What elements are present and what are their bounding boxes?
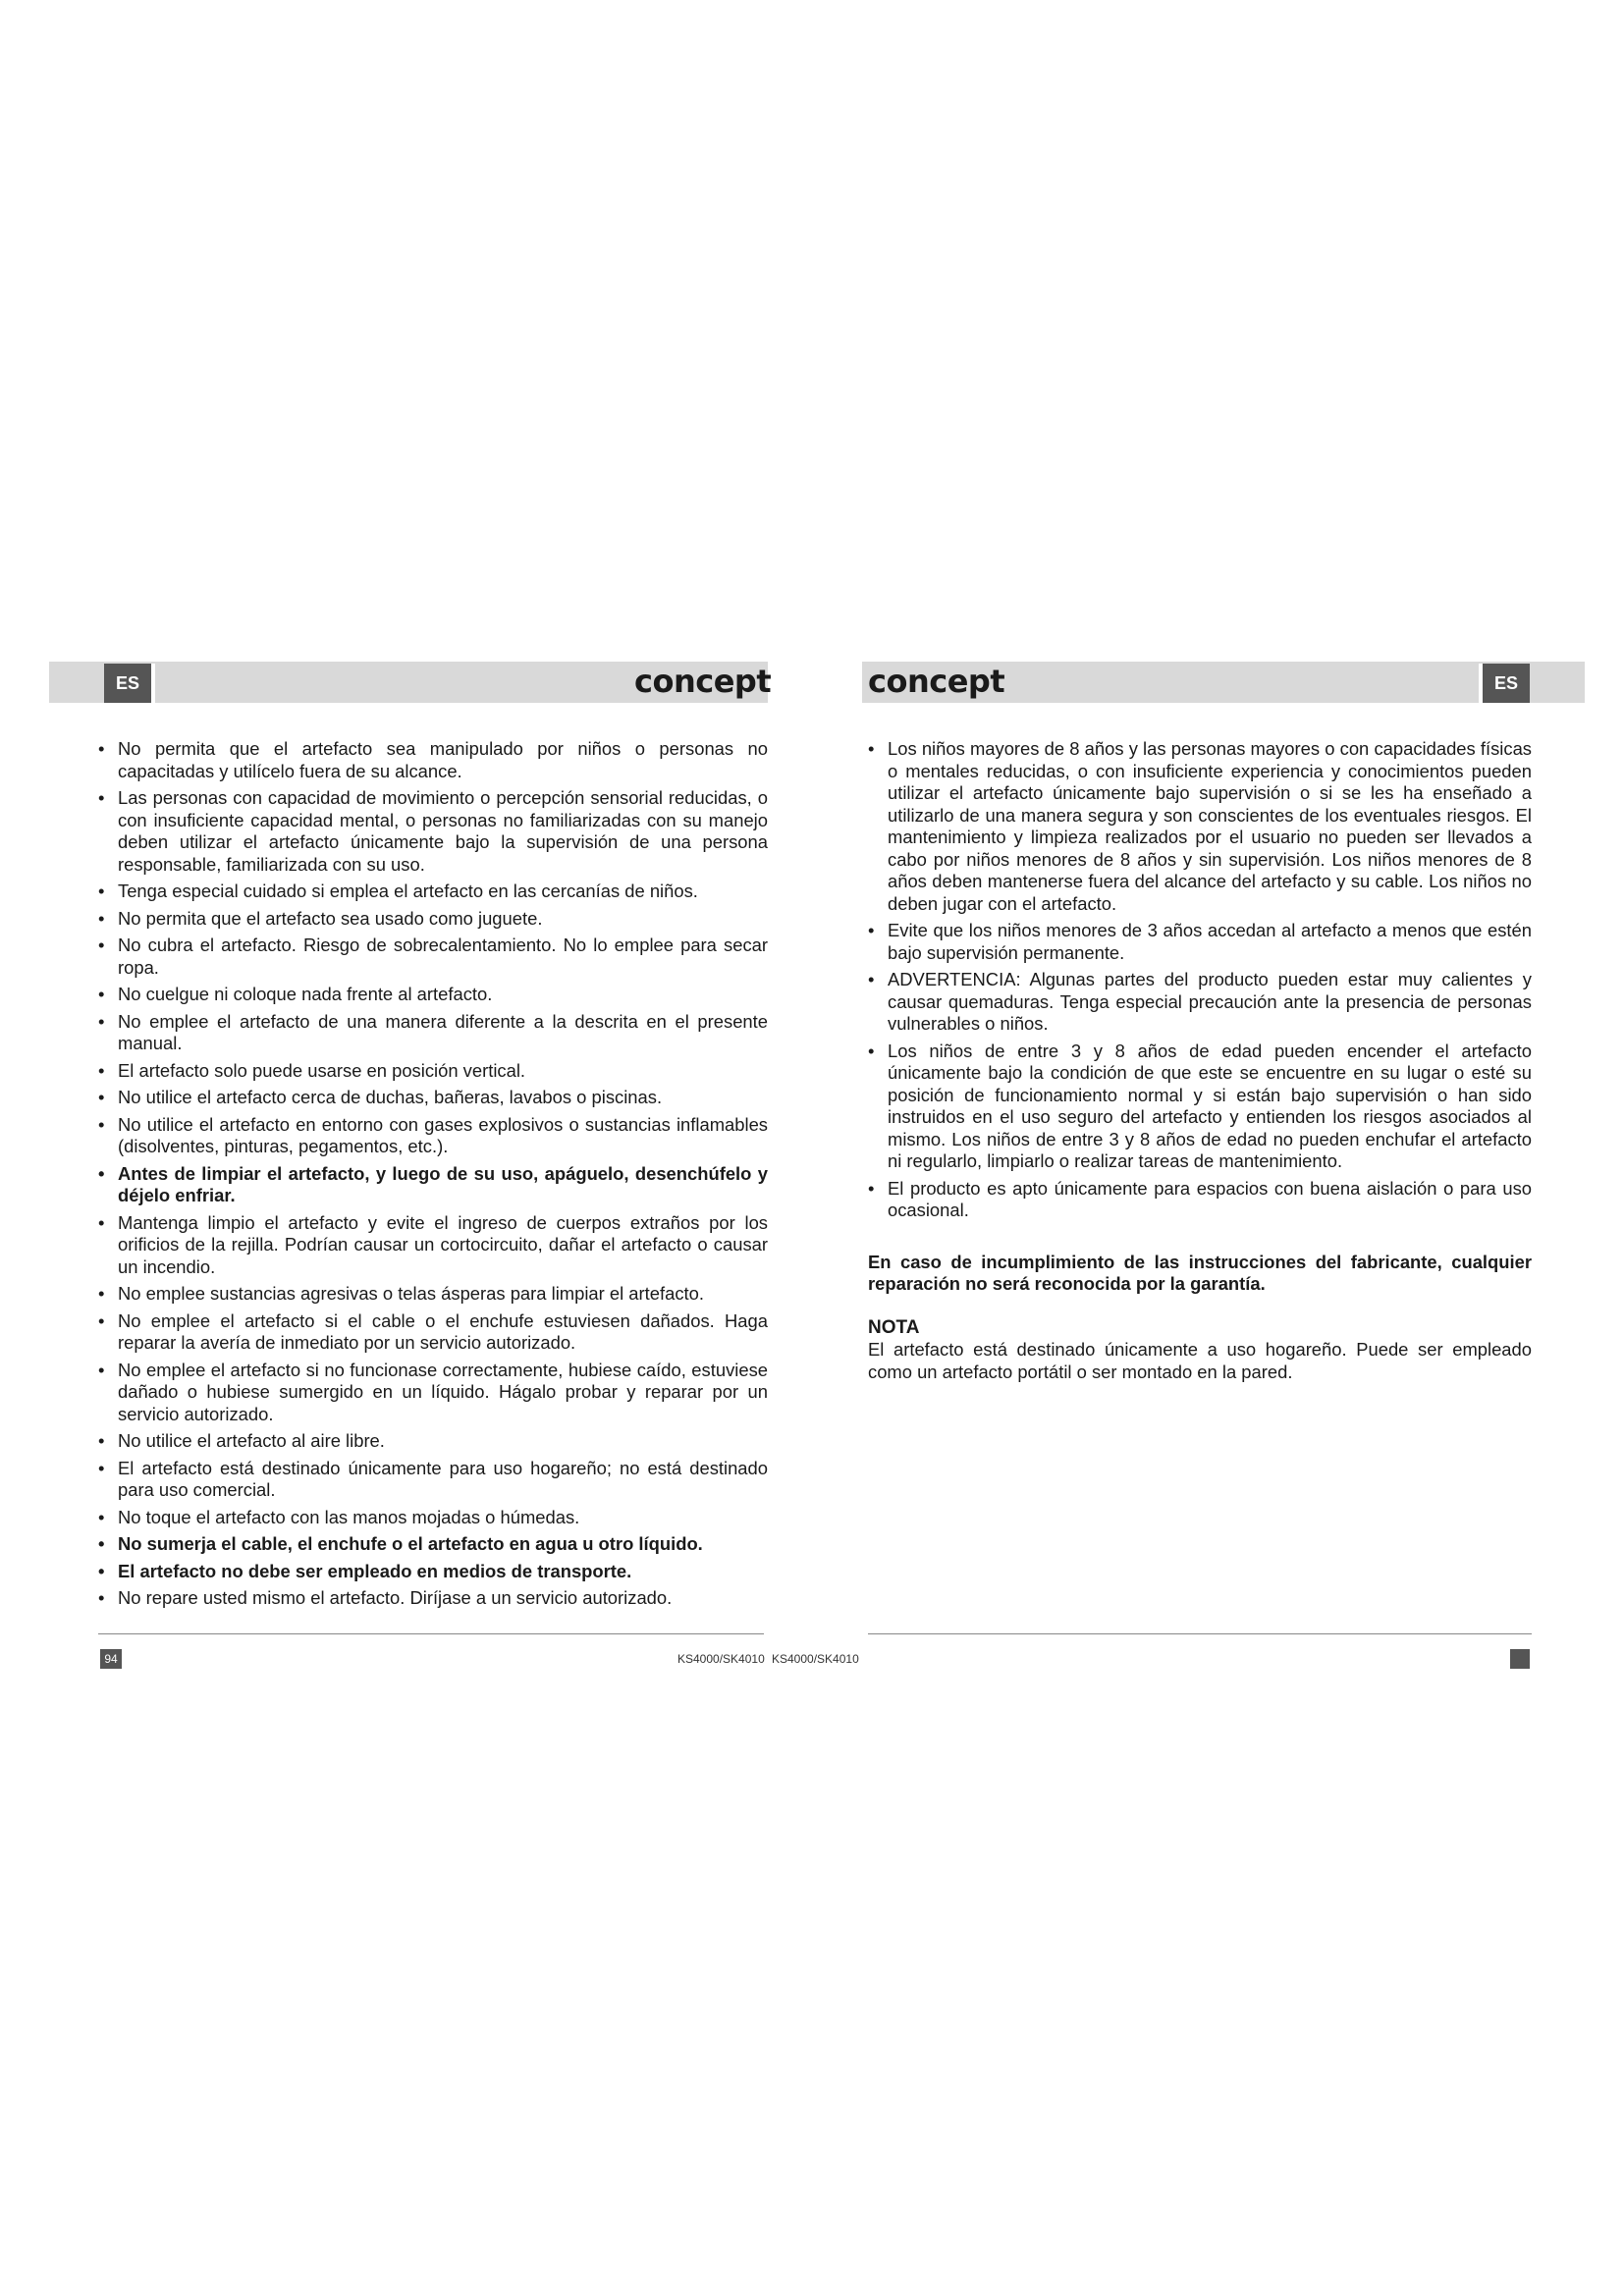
language-tab-left: ES (104, 664, 151, 703)
note-heading: NOTA (868, 1316, 920, 1338)
list-item: • El producto es apto únicamente para espacios con buena aislación o para uso ocasional. (868, 1178, 1532, 1222)
page-marker-square (1510, 1649, 1530, 1669)
list-item: • El artefacto no debe ser empleado en medios de transporte. (98, 1561, 768, 1583)
tab-divider-left (151, 664, 155, 703)
list-item: • Antes de limpiar el artefacto, y luego de su uso, apáguelo, desenchúfelo y déjelo enfriar. (98, 1163, 768, 1207)
list-item: • No permita que el artefacto sea usado como juguete. (98, 908, 768, 931)
brand-logo-right: concept (868, 663, 1005, 700)
tab-divider-right (1479, 664, 1483, 703)
list-item: • No emplee el artefacto de una manera diferente a la descrita en el presente manual. (98, 1011, 768, 1055)
list-item: • ADVERTENCIA: Algunas partes del producto pueden estar muy calientes y causar quemaduras. Tenga especial precaución ante la presencia de personas vulnerables o niños. (868, 969, 1532, 1036)
language-tab-right: ES (1483, 664, 1530, 703)
list-item: • No utilice el artefacto al aire libre. (98, 1430, 768, 1453)
list-item: • No utilice el artefacto cerca de duchas, bañeras, lavabos o piscinas. (98, 1087, 768, 1109)
list-item: • Los niños mayores de 8 años y las personas mayores o con capacidades físicas o mentales reducidas, o con insuficiente experiencia y conocimientos pueden utilizar el artefacto únicamente bajo supervisión o si se les ha enseñado a utilizarlo de una manera segura y son conscientes de los eventuales riesgos. El mantenimiento y limpieza realizados por el usuario no pueden ser llevados a cabo por niños menores de 8 años y sin supervisión. Los niños menores de 8 años deben mantenerse fuera del alcance del artefacto y su cable. Los niños no deben jugar con el artefacto. (868, 738, 1532, 915)
list-item: • No permita que el artefacto sea manipulado por niños o personas no capacitadas y utilícelo fuera de su alcance. (98, 738, 768, 782)
list-item: • Tenga especial cuidado si emplea el artefacto en las cercanías de niños. (98, 881, 768, 903)
safety-list-right (868, 738, 1532, 1222)
list-item: • No cubra el artefacto. Riesgo de sobrecalentamiento. No lo emplee para secar ropa. (98, 934, 768, 979)
right-page-content (868, 738, 1532, 1383)
list-item: • No sumerja el cable, el enchufe o el artefacto en agua u otro líquido. (98, 1533, 768, 1556)
model-number-right: KS4000/SK4010 (772, 1652, 859, 1666)
note-text: El artefacto está destinado únicamente a uso hogareño. Puede ser empleado como un artefacto portátil o ser montado en la pared. (868, 1339, 1532, 1382)
list-item: • El artefacto está destinado únicamente para uso hogareño; no está destinado para uso comercial. (98, 1458, 768, 1502)
list-item: • Las personas con capacidad de movimiento o percepción sensorial reducidas, o con insuficiente capacidad mental, o personas no familiarizadas con su manejo deben utilizar el artefacto únicamente bajo la supervisión de una persona responsable, familiarizada con su uso. (98, 787, 768, 876)
list-item: • El artefacto solo puede usarse en posición vertical. (98, 1060, 768, 1083)
model-number-left: KS4000/SK4010 (677, 1652, 765, 1666)
footer-divider-left (98, 1633, 764, 1634)
list-item: • No emplee el artefacto si no funcionase correctamente, hubiese caído, estuviese dañado o hubiese sumergido en un líquido. Hágalo probar y reparar por un servicio autorizado. (98, 1360, 768, 1426)
list-item: • No emplee el artefacto si el cable o el enchufe estuviesen dañados. Haga reparar la avería de inmediato por un servicio autorizado. (98, 1310, 768, 1355)
left-page-content (98, 738, 768, 1615)
list-item: • No toque el artefacto con las manos mojadas o húmedas. (98, 1507, 768, 1529)
list-item: • Mantenga limpio el artefacto y evite el ingreso de cuerpos extraños por los orificios de la rejilla. Podrían causar un cortocircuito, dañar el artefacto o causar un incendio. (98, 1212, 768, 1279)
brand-logo-left: concept (634, 663, 772, 700)
warranty-notice: En caso de incumplimiento de las instrucciones del fabricante, cualquier reparación no será reconocida por la garantía. (868, 1251, 1532, 1294)
list-item: • Los niños de entre 3 y 8 años de edad pueden encender el artefacto únicamente bajo la condición de que este se encuentre en su lugar o esté su posición de funcionamiento normal y si están bajo supervisión o han sido instruidos en el uso seguro del artefacto y entienden los riesgos asociados al mismo. Los niños de entre 3 y 8 años de edad no pueden enchufar el artefacto ni regularlo, limpiarlo o realizar tareas de mantenimiento. (868, 1041, 1532, 1173)
list-item: • No emplee sustancias agresivas o telas ásperas para limpiar el artefacto. (98, 1283, 768, 1306)
safety-list-left (98, 738, 768, 1610)
list-item: • No utilice el artefacto en entorno con gases explosivos o sustancias inflamables (disolventes, pinturas, pegamentos, etc.). (98, 1114, 768, 1158)
page-number: 94 (100, 1649, 122, 1669)
footer-divider-right (868, 1633, 1532, 1634)
list-item: • Evite que los niños menores de 3 años accedan al artefacto a menos que estén bajo supervisión permanente. (868, 920, 1532, 964)
list-item: • No cuelgue ni coloque nada frente al artefacto. (98, 984, 768, 1006)
list-item: • No repare usted mismo el artefacto. Diríjase a un servicio autorizado. (98, 1587, 768, 1610)
